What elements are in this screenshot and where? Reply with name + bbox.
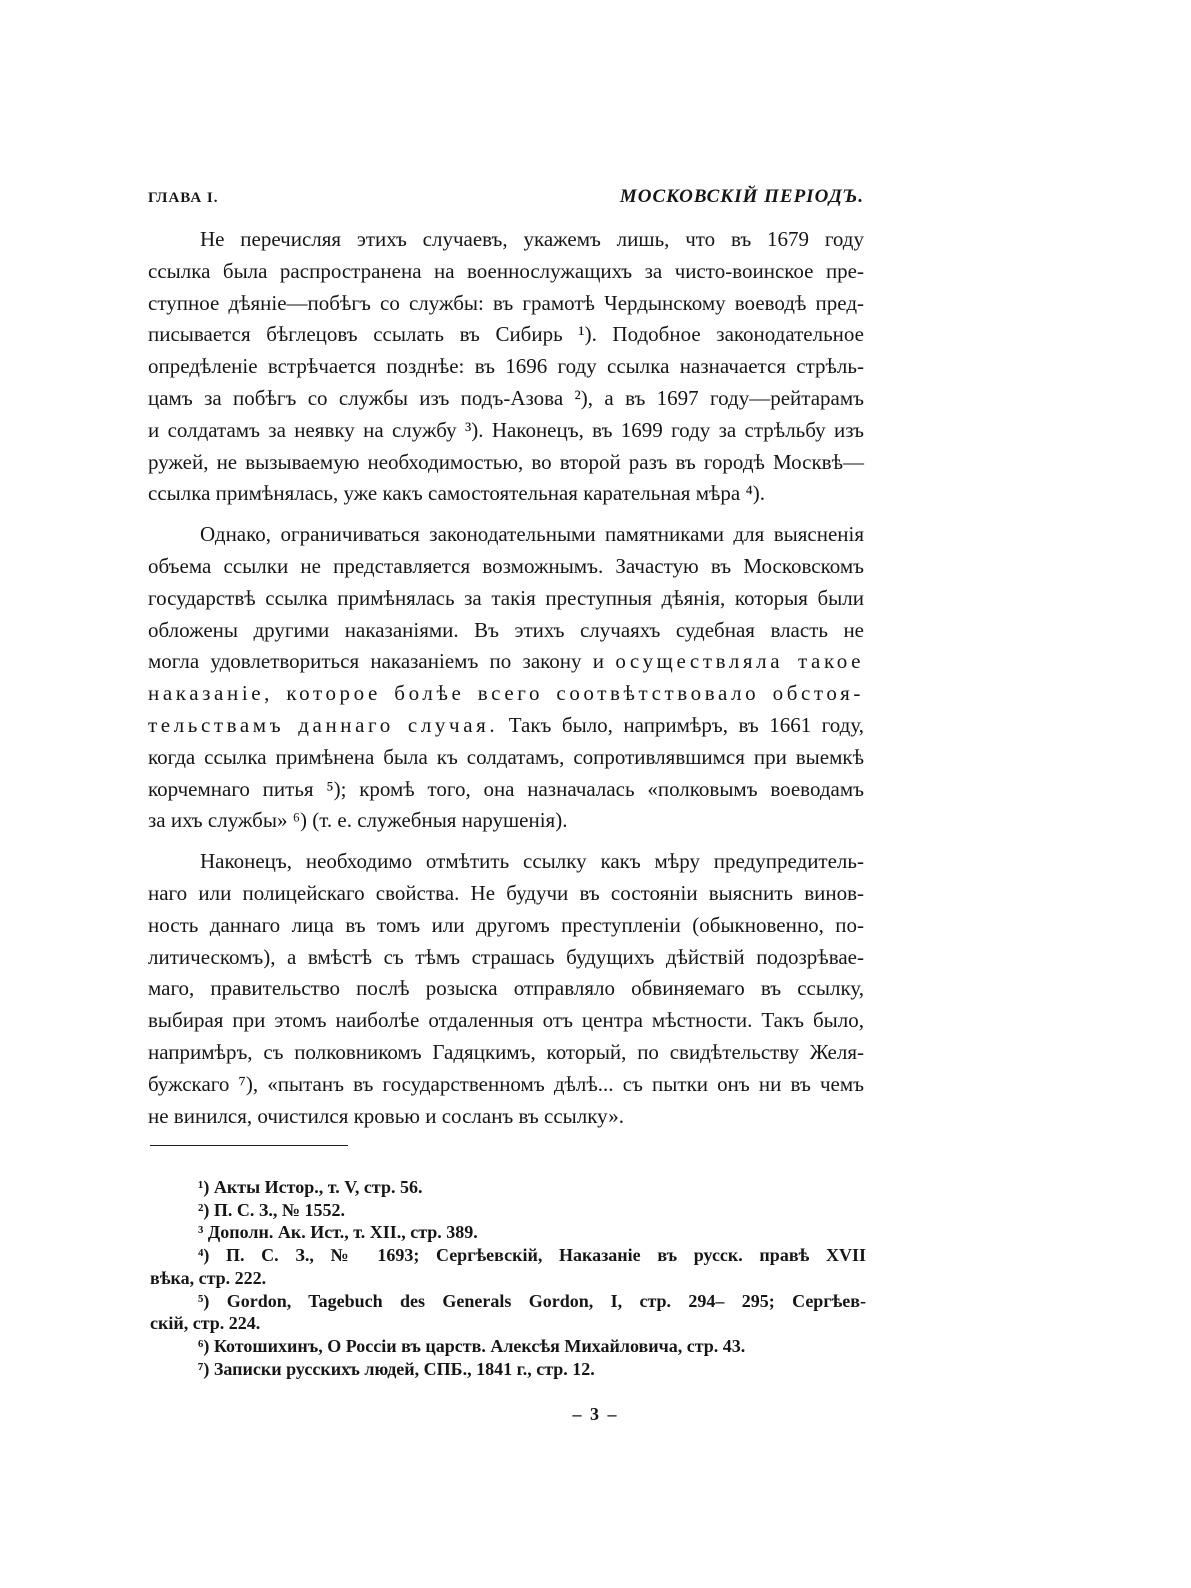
footnote-6: ⁶) Котошихинъ, О Россіи въ царств. Алексѣя Михайловича, стр. 43.: [198, 1335, 746, 1356]
text-line: Однако, ограничиваться законодательными памятниками для выясненія: [200, 522, 864, 547]
text-line: корчемнаго питья ⁵); кромѣ того, она назначалась «полковымъ воеводамъ: [148, 776, 864, 801]
paragraph-2: [148, 519, 864, 837]
text-line: когда ссылка примѣнена была къ солдатамъ, сопротивлявшимся при выемкѣ: [148, 744, 864, 769]
text-line: писывается бѣглецовъ ссылать въ Сибирь ¹). Подобное законодательное: [148, 322, 864, 347]
running-header: [148, 186, 864, 214]
text-line: Не перечисляя этихъ случаевъ, укажемъ лишь, что въ 1679 году: [200, 227, 864, 251]
main-text: [148, 224, 864, 1132]
footnote-3: ³ Дополн. Ак. Ист., т. XII., стр. 389.: [198, 1222, 478, 1243]
footnote-4-continued: вѣка, стр. 222.: [150, 1267, 267, 1288]
chapter-label: ГЛАВА I.: [148, 190, 219, 206]
text-line: обложены другими наказаніями. Въ этихъ случаяхъ судебная власть не: [148, 617, 864, 642]
text-line: ссылка была распространена на военнослужащихъ за чисто-воинское пре-: [148, 258, 864, 283]
text-line: ступное дѣяніе—побѣгъ со службы: въ грамотѣ Чердынскому воеводѣ пред-: [148, 290, 864, 315]
spaced-emphasis: тельствамъ даннаго случая.: [148, 712, 499, 737]
text-segment: могла удовлетвориться наказаніемъ по закону и: [148, 649, 616, 674]
text-line: ссылка примѣнялась, уже какъ самостоятельная карательная мѣра ⁴).: [148, 481, 766, 506]
text-line: [148, 646, 864, 678]
text-line: [148, 710, 864, 742]
text-line: цамъ за побѣгъ со службы изъ подъ-Азова ²), а въ 1697 году—рейтарамъ: [148, 385, 864, 410]
footnote-1: ¹) Акты Истор., т. V, стр. 56.: [198, 1177, 423, 1197]
text-line: ность даннаго лица въ томъ или другомъ преступленіи (обыкновенно, по-: [148, 912, 864, 937]
period-title: МОСКОВСКІЙ ПЕРІОДЪ.: [619, 186, 864, 207]
footnote-5-continued: скій, стр. 224.: [150, 1313, 261, 1334]
text-line: напримѣръ, съ полковникомъ Гадяцкимъ, который, по свидѣтельству Желя-: [148, 1039, 864, 1064]
footnote-divider: [150, 1145, 348, 1146]
text-line: литическомъ), а вмѣстѣ съ тѣмъ страшась будущихъ дѣйствій подозрѣвае-: [148, 944, 864, 969]
spaced-emphasis-line: наказаніе, которое болѣе всего соотвѣтствовало обстоя-: [148, 681, 864, 706]
text-line: опредѣленіе встрѣчается позднѣе: въ 1696 году ссылка назначается стрѣль-: [148, 354, 864, 379]
page-number: – 3 –: [572, 1404, 619, 1424]
footnote-4: ⁴) П. С. З., № 1693; Сергѣевскій, Наказаніе въ русск. правѣ XVII: [198, 1245, 866, 1266]
text-line: выбирая при этомъ наиболѣе отдаленныя отъ центра мѣстности. Такъ было,: [148, 1008, 864, 1033]
footnotes: [150, 1176, 866, 1380]
text-line: наго или полицейскаго свойства. Не будучи въ состояніи выяснить винов-: [148, 880, 864, 905]
footnote-2: ²) П. С. З., № 1552.: [198, 1199, 345, 1220]
text-line: ружей, не вызываемую необходимостью, во второй разъ въ городѣ Москвѣ—: [148, 449, 864, 474]
text-segment: Такъ было, напримѣръ, въ 1661 году,: [498, 712, 865, 737]
footnote-5: ⁵) Gordon, Tagebuch des Generals Gordon, I, стр. 294– 295; Сергѣев-: [198, 1290, 866, 1311]
paragraph-1: [148, 224, 864, 510]
text-line: за ихъ службы» ⁶) (т. е. служебныя нарушенія).: [148, 808, 568, 833]
text-line: объема ссылки не представляется возможнымъ. Зачастую въ Московскомъ: [148, 553, 864, 578]
paragraph-3: [148, 846, 864, 1132]
text-line: маго, правительство послѣ розыска отправляло обвиняемаго въ ссылку,: [148, 976, 864, 1001]
text-line: не винился, очистился кровью и сосланъ въ ссылку».: [148, 1103, 624, 1128]
footnote-7: ⁷) Записки русскихъ людей, СПБ., 1841 г., стр. 12.: [198, 1358, 595, 1379]
text-line: Наконецъ, необходимо отмѣтить ссылку какъ мѣру предупредитель-: [200, 849, 864, 874]
text-line: бужскаго ⁷), «пытанъ въ государственномъ дѣлѣ... съ пытки онъ ни въ чемъ: [148, 1071, 864, 1096]
spaced-emphasis: осуществляла такое: [615, 649, 864, 674]
text-line: и солдатамъ за неявку на службу ³). Наконецъ, въ 1699 году за стрѣльбу изъ: [148, 417, 864, 442]
text-line: государствѣ ссылка примѣнялась за такія преступныя дѣянія, которыя были: [148, 585, 864, 610]
